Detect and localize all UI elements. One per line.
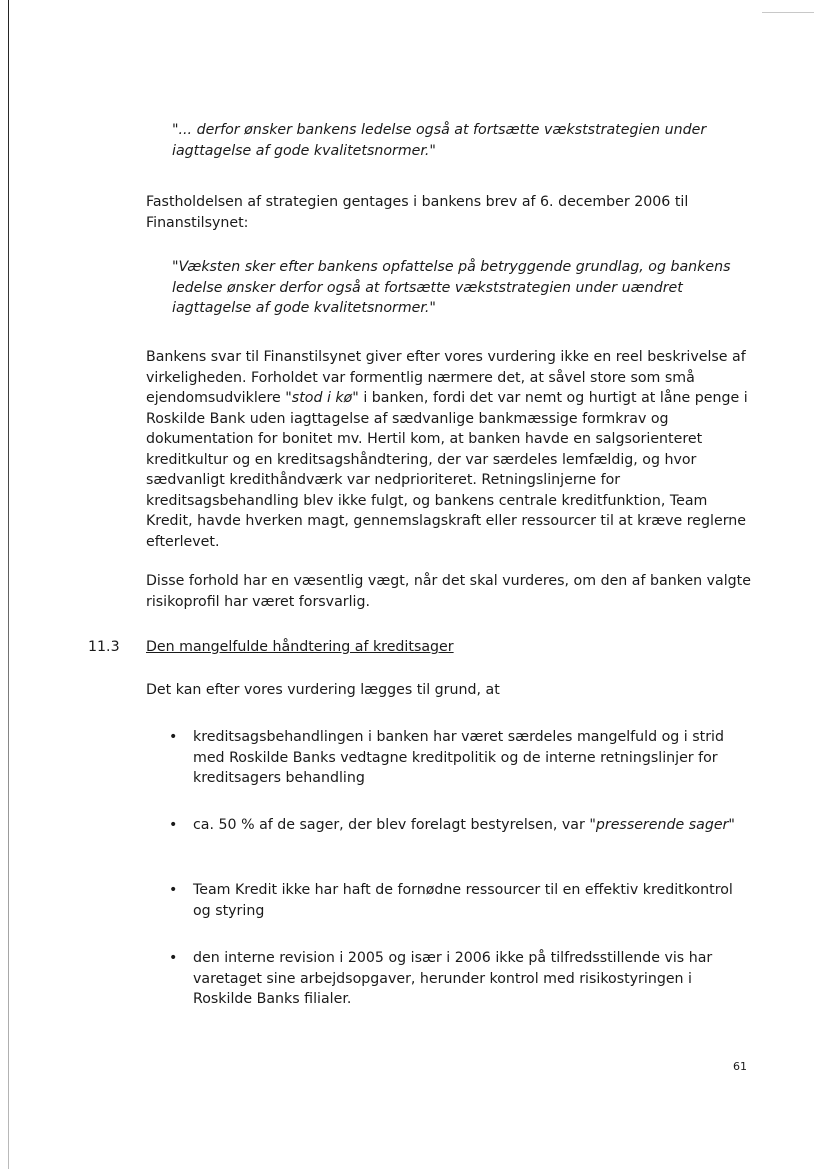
bullet-marker: •	[169, 950, 178, 966]
quote-1: "... derfor ønsker bankens ledelse også at fortsætte vækststrategien under iagttagelse af gode kvalitetsnormer."	[172, 122, 707, 159]
quote-2: "Væksten sker efter bankens opfattelse på betryggende grundlag, og bankens ledelse ønsker derfor også at fortsætte vækststrategien under uændret iagttagelse af gode kvalitetsnormer."	[172, 259, 731, 316]
bullet-item-3: Team Kredit ikke har haft de fornødne ressourcer til en effektiv kreditkontrol og styring	[193, 882, 733, 919]
intro-paragraph: Det kan efter vores vurdering lægges til grund, at	[146, 682, 500, 698]
scan-mark	[762, 12, 814, 13]
bullet-item-1: kreditsagsbehandlingen i banken har været særdeles mangelfuld og i strid med Roskilde Banks vedtagne kreditpolitik og de interne retningslinjer for kreditsagers behandling	[193, 729, 724, 786]
bullet-marker: •	[169, 729, 178, 745]
scan-edge-line	[8, 0, 9, 1169]
paragraph-2-text-a: Bankens svar til Finanstilsynet giver efter vores vurdering ikke en reel beskrivelse af virkeligheden. Forholdet var formentlig nærmere det, at såvel store som små ejendomsudviklere	[146, 349, 746, 406]
bullet-marker: •	[169, 817, 178, 833]
paragraph-2	[146, 347, 751, 552]
paragraph-2-emphasis: "stod i kø"	[285, 390, 359, 406]
paragraph-3: Disse forhold har en væsentlig vægt, når det skal vurderes, om den af banken valgte risikoprofil har været forsvarlig.	[146, 573, 751, 610]
bullet-marker: •	[169, 882, 178, 898]
bullet-item-2-text: ca. 50 % af de sager, der blev forelagt bestyrelsen, var	[193, 817, 590, 833]
section-title: Den mangelfulde håndtering af kreditsager	[146, 639, 454, 655]
section-number: 11.3	[88, 639, 120, 655]
bullet-item-2	[193, 815, 749, 836]
bullet-item-2-emphasis: "presserende sager"	[589, 817, 735, 833]
paragraph-1: Fastholdelsen af strategien gentages i bankens brev af 6. december 2006 til Finanstilsynet:	[146, 194, 689, 231]
bullet-item-4: den interne revision i 2005 og især i 2006 ikke på tilfredsstillende vis har varetaget sine arbejdsopgaver, herunder kontrol med risikostyringen i Roskilde Banks filialer.	[193, 950, 713, 1007]
paragraph-2-text-b: i banken, fordi det var nemt og hurtigt at låne penge i Roskilde Bank uden iagttagelse af sædvanlige bankmæssige formkrav og dokumentation for bonitet mv. Hertil kom, at banken havde en salgsorienteret kreditkultur og en kreditsagshåndtering, der var særdeles lemfældig, og hvor sædvanligt kredithåndværk var nedprioriteret. Retningslinjerne for kreditsagsbehandling blev ikke fulgt, og bankens centrale kreditfunktion, Team Kredit, havde hverken magt, gennemslagskraft eller ressourcer til at kræve reglerne efterlevet.	[146, 390, 748, 550]
page-number: 61	[733, 1060, 747, 1073]
